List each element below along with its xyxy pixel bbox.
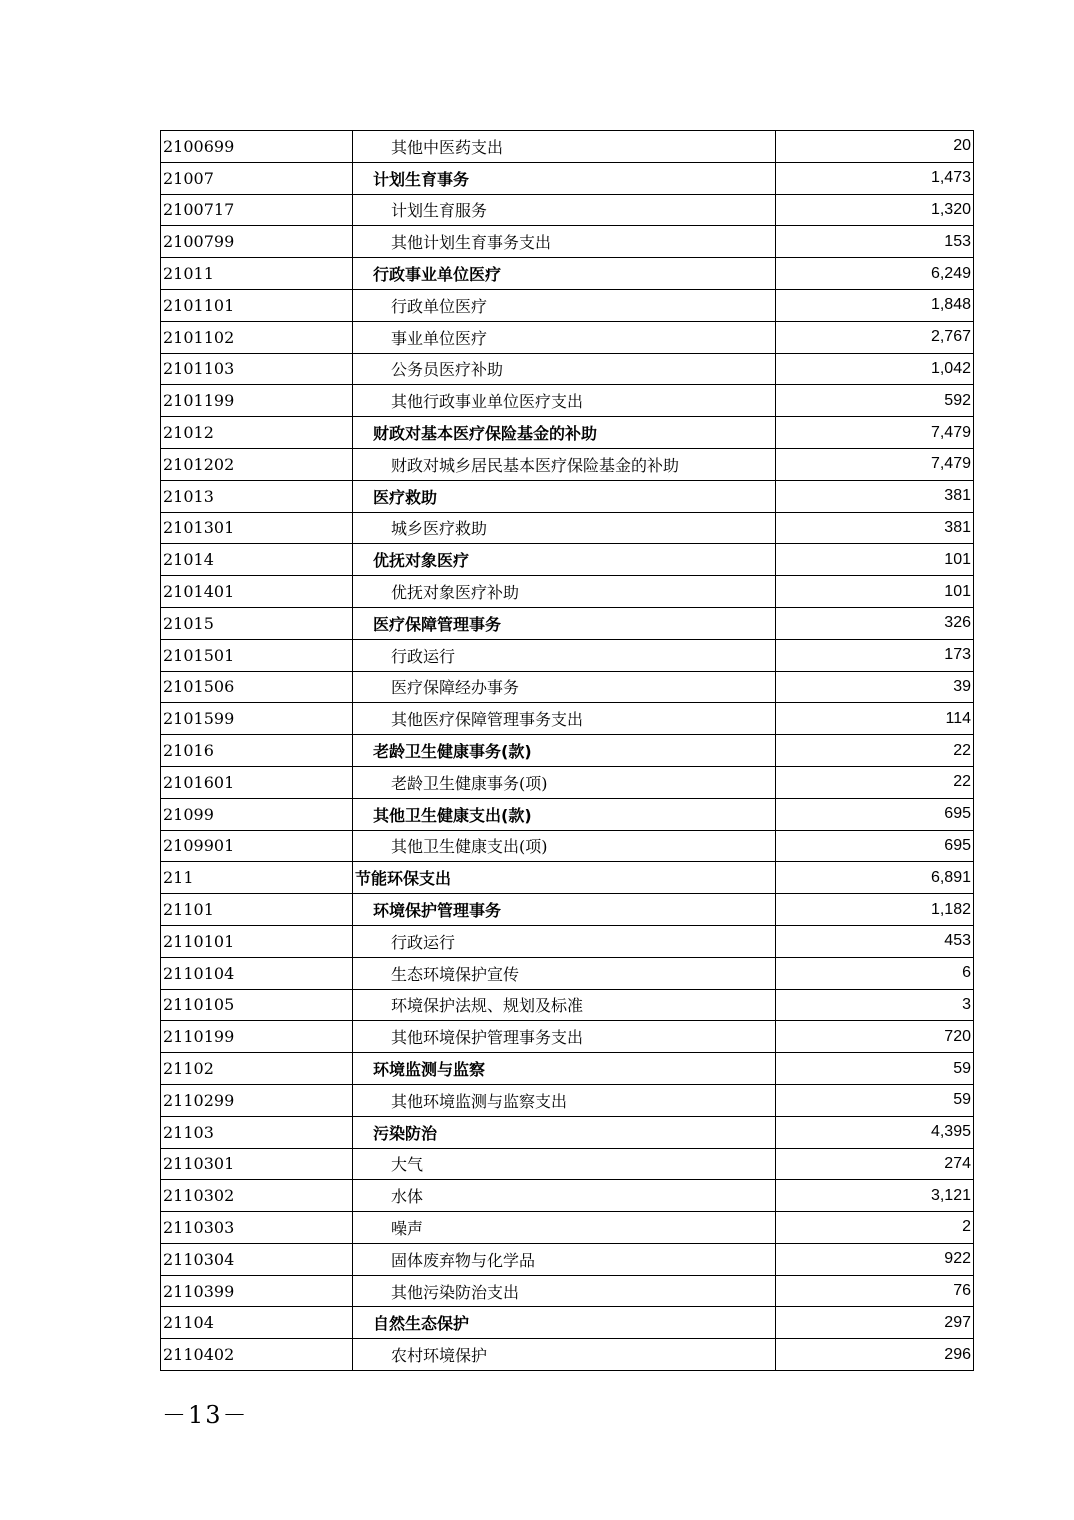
- row-amount: 453: [776, 925, 974, 957]
- row-name: 行政运行: [353, 639, 776, 671]
- row-amount: 22: [776, 735, 974, 767]
- row-name: 环境保护管理事务: [353, 894, 776, 926]
- table-row: [161, 766, 974, 798]
- row-amount: 153: [776, 226, 974, 258]
- row-name: 其他环境保护管理事务支出: [353, 1021, 776, 1053]
- row-amount: 922: [776, 1243, 974, 1275]
- row-code: 21012: [161, 417, 353, 449]
- row-amount: 101: [776, 576, 974, 608]
- row-amount: 592: [776, 385, 974, 417]
- budget-expenditure-table: [160, 130, 974, 1371]
- row-code: 2101202: [161, 448, 353, 480]
- row-amount: 76: [776, 1275, 974, 1307]
- row-code: 2101301: [161, 512, 353, 544]
- table-row: [161, 512, 974, 544]
- table-row: [161, 576, 974, 608]
- row-code: 2101401: [161, 576, 353, 608]
- row-code: 2110402: [161, 1339, 353, 1371]
- row-name: 行政单位医疗: [353, 289, 776, 321]
- table-row: [161, 894, 974, 926]
- table-row: [161, 735, 974, 767]
- row-name: 计划生育事务: [353, 162, 776, 194]
- row-code: 2110301: [161, 1148, 353, 1180]
- row-name: 生态环境保护宣传: [353, 957, 776, 989]
- row-code: 2100799: [161, 226, 353, 258]
- row-amount: 4,395: [776, 1116, 974, 1148]
- table-row: [161, 194, 974, 226]
- row-name: 老龄卫生健康事务(款): [353, 735, 776, 767]
- table-row: [161, 1148, 974, 1180]
- row-code: 21104: [161, 1307, 353, 1339]
- table-row: [161, 1307, 974, 1339]
- row-name: 固体废弃物与化学品: [353, 1243, 776, 1275]
- row-code: 2101101: [161, 289, 353, 321]
- table-row: [161, 1275, 974, 1307]
- row-code: 21014: [161, 544, 353, 576]
- row-amount: 101: [776, 544, 974, 576]
- row-amount: 720: [776, 1021, 974, 1053]
- row-code: 2101501: [161, 639, 353, 671]
- table-row: [161, 1053, 974, 1085]
- row-name: 自然生态保护: [353, 1307, 776, 1339]
- table-row: [161, 639, 974, 671]
- table-row: [161, 1021, 974, 1053]
- row-name: 大气: [353, 1148, 776, 1180]
- row-amount: 173: [776, 639, 974, 671]
- row-code: 21011: [161, 258, 353, 290]
- row-code: 2109901: [161, 830, 353, 862]
- row-code: 2110399: [161, 1275, 353, 1307]
- row-code: 2110199: [161, 1021, 353, 1053]
- row-code: 2100699: [161, 131, 353, 163]
- row-code: 2110302: [161, 1180, 353, 1212]
- row-name: 其他卫生健康支出(项): [353, 830, 776, 862]
- row-amount: 39: [776, 671, 974, 703]
- table-row: [161, 1084, 974, 1116]
- table-row: [161, 925, 974, 957]
- table-row: [161, 862, 974, 894]
- table-row: [161, 226, 974, 258]
- row-code: 2110304: [161, 1243, 353, 1275]
- row-code: 21102: [161, 1053, 353, 1085]
- row-code: 2100717: [161, 194, 353, 226]
- row-code: 21016: [161, 735, 353, 767]
- row-amount: 7,479: [776, 417, 974, 449]
- table-row: [161, 544, 974, 576]
- table-row: [161, 1212, 974, 1244]
- table-row: [161, 1116, 974, 1148]
- table-row: [161, 480, 974, 512]
- row-amount: 7,479: [776, 448, 974, 480]
- row-name: 行政运行: [353, 925, 776, 957]
- row-name: 其他医疗保障管理事务支出: [353, 703, 776, 735]
- row-name: 其他环境监测与监察支出: [353, 1084, 776, 1116]
- table-row: [161, 321, 974, 353]
- row-amount: 326: [776, 607, 974, 639]
- row-amount: 274: [776, 1148, 974, 1180]
- row-amount: 59: [776, 1053, 974, 1085]
- row-name: 老龄卫生健康事务(项): [353, 766, 776, 798]
- table-row: [161, 353, 974, 385]
- row-name: 环境监测与监察: [353, 1053, 776, 1085]
- row-name: 其他卫生健康支出(款): [353, 798, 776, 830]
- row-amount: 6,249: [776, 258, 974, 290]
- row-code: 21007: [161, 162, 353, 194]
- row-amount: 297: [776, 1307, 974, 1339]
- table-row: [161, 1180, 974, 1212]
- row-code: 2110299: [161, 1084, 353, 1116]
- table-row: [161, 830, 974, 862]
- row-code: 2110303: [161, 1212, 353, 1244]
- table-row: [161, 703, 974, 735]
- row-amount: 381: [776, 512, 974, 544]
- row-name: 城乡医疗救助: [353, 512, 776, 544]
- table-row: [161, 1243, 974, 1275]
- row-amount: 20: [776, 131, 974, 163]
- row-code: 21015: [161, 607, 353, 639]
- row-name: 财政对城乡居民基本医疗保险基金的补助: [353, 448, 776, 480]
- row-amount: 2: [776, 1212, 974, 1244]
- row-name: 其他中医药支出: [353, 131, 776, 163]
- row-code: 2101599: [161, 703, 353, 735]
- row-code: 2101506: [161, 671, 353, 703]
- row-code: 21101: [161, 894, 353, 926]
- row-amount: 2,767: [776, 321, 974, 353]
- row-name: 污染防治: [353, 1116, 776, 1148]
- row-name: 节能环保支出: [353, 862, 776, 894]
- row-amount: 6,891: [776, 862, 974, 894]
- row-name: 优抚对象医疗: [353, 544, 776, 576]
- row-amount: 1,042: [776, 353, 974, 385]
- page-number: －13－: [162, 1401, 249, 1429]
- row-amount: 381: [776, 480, 974, 512]
- row-name: 其他污染防治支出: [353, 1275, 776, 1307]
- table-row: [161, 385, 974, 417]
- row-name: 医疗保障管理事务: [353, 607, 776, 639]
- row-name: 医疗救助: [353, 480, 776, 512]
- row-name: 环境保护法规、规划及标准: [353, 989, 776, 1021]
- row-name: 公务员医疗补助: [353, 353, 776, 385]
- table-row: [161, 289, 974, 321]
- table-row: [161, 798, 974, 830]
- row-code: 21013: [161, 480, 353, 512]
- row-amount: 3,121: [776, 1180, 974, 1212]
- table-row: [161, 957, 974, 989]
- row-amount: 695: [776, 830, 974, 862]
- row-amount: 1,182: [776, 894, 974, 926]
- row-code: 21103: [161, 1116, 353, 1148]
- table-row: [161, 258, 974, 290]
- row-name: 医疗保障经办事务: [353, 671, 776, 703]
- table-row: [161, 671, 974, 703]
- row-code: 2101199: [161, 385, 353, 417]
- row-name: 优抚对象医疗补助: [353, 576, 776, 608]
- row-code: 2101102: [161, 321, 353, 353]
- row-name: 财政对基本医疗保险基金的补助: [353, 417, 776, 449]
- row-amount: 22: [776, 766, 974, 798]
- row-amount: 1,473: [776, 162, 974, 194]
- table-body: [161, 131, 974, 1371]
- row-code: 2101601: [161, 766, 353, 798]
- row-name: 事业单位医疗: [353, 321, 776, 353]
- row-amount: 1,848: [776, 289, 974, 321]
- row-amount: 1,320: [776, 194, 974, 226]
- table-row: [161, 1339, 974, 1371]
- row-amount: 59: [776, 1084, 974, 1116]
- row-amount: 3: [776, 989, 974, 1021]
- table-row: [161, 448, 974, 480]
- table-row: [161, 417, 974, 449]
- row-amount: 296: [776, 1339, 974, 1371]
- table-row: [161, 162, 974, 194]
- row-name: 噪声: [353, 1212, 776, 1244]
- table-row: [161, 131, 974, 163]
- row-name: 水体: [353, 1180, 776, 1212]
- row-name: 其他计划生育事务支出: [353, 226, 776, 258]
- row-amount: 6: [776, 957, 974, 989]
- table-row: [161, 607, 974, 639]
- row-code: 21099: [161, 798, 353, 830]
- row-code: 211: [161, 862, 353, 894]
- row-name: 计划生育服务: [353, 194, 776, 226]
- row-name: 行政事业单位医疗: [353, 258, 776, 290]
- table-row: [161, 989, 974, 1021]
- row-amount: 114: [776, 703, 974, 735]
- row-code: 2110104: [161, 957, 353, 989]
- row-amount: 695: [776, 798, 974, 830]
- row-code: 2101103: [161, 353, 353, 385]
- row-name: 农村环境保护: [353, 1339, 776, 1371]
- row-code: 2110105: [161, 989, 353, 1021]
- row-code: 2110101: [161, 925, 353, 957]
- row-name: 其他行政事业单位医疗支出: [353, 385, 776, 417]
